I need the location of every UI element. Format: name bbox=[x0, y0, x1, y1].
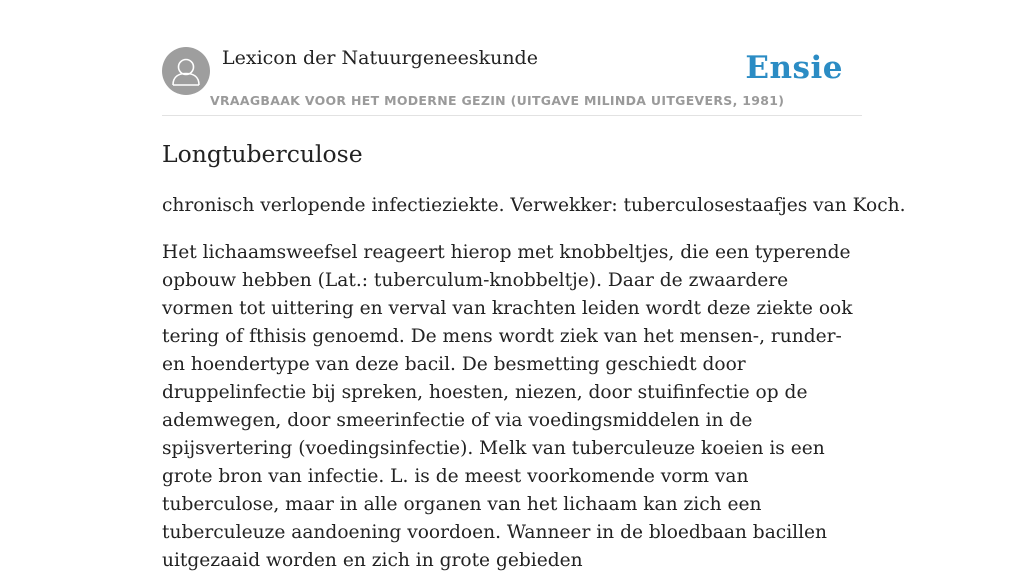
author-name[interactable]: Lexicon der Natuurgeneeskunde bbox=[222, 47, 538, 69]
brand-logo[interactable]: Ensie bbox=[745, 50, 843, 86]
article-paragraph: chronisch verlopende infectieziekte. Verwekker: tuberculosestaafjes van Koch. bbox=[162, 195, 906, 216]
user-icon bbox=[162, 47, 210, 95]
article-header bbox=[162, 0, 862, 116]
author-avatar[interactable] bbox=[162, 47, 210, 95]
page-title: Longtuberculose bbox=[162, 140, 363, 168]
source-label[interactable]: VRAAGBAAK VOOR HET MODERNE GEZIN (UITGAVE MILINDA UITGEVERS, 1981) bbox=[210, 93, 785, 108]
article-page bbox=[162, 0, 906, 571]
article-paragraph: Het lichaamsweefsel reageert hierop met knobbeltjes, die een typerende opbouw hebben (Lat.: tuberculum-knobbeltje). Daar de zwaardere vormen tot uittering en verval van krachten leiden wordt deze ziekte ook tering of fthisis genoemd. De mens wordt ziek van het mensen-, runder- en hoendertype van deze bacil. De besmetting geschiedt door druppelinfectie bij spreken, hoesten, niezen, door stuifinfectie op de ademwegen, door smeerinfectie of via voedingsmiddelen in de spijsvertering (voedingsinfectie). Melk van tuberculeuze koeien is een grote bron van infectie. L. is de meest voorkomende vorm van tuberculose, maar in alle organen van het lichaam kan zich een tuberculeuze aandoening voordoen. Wanneer in de bloedbaan bacillen uitgezaaid worden en zich in grote gebieden bbox=[162, 242, 853, 571]
